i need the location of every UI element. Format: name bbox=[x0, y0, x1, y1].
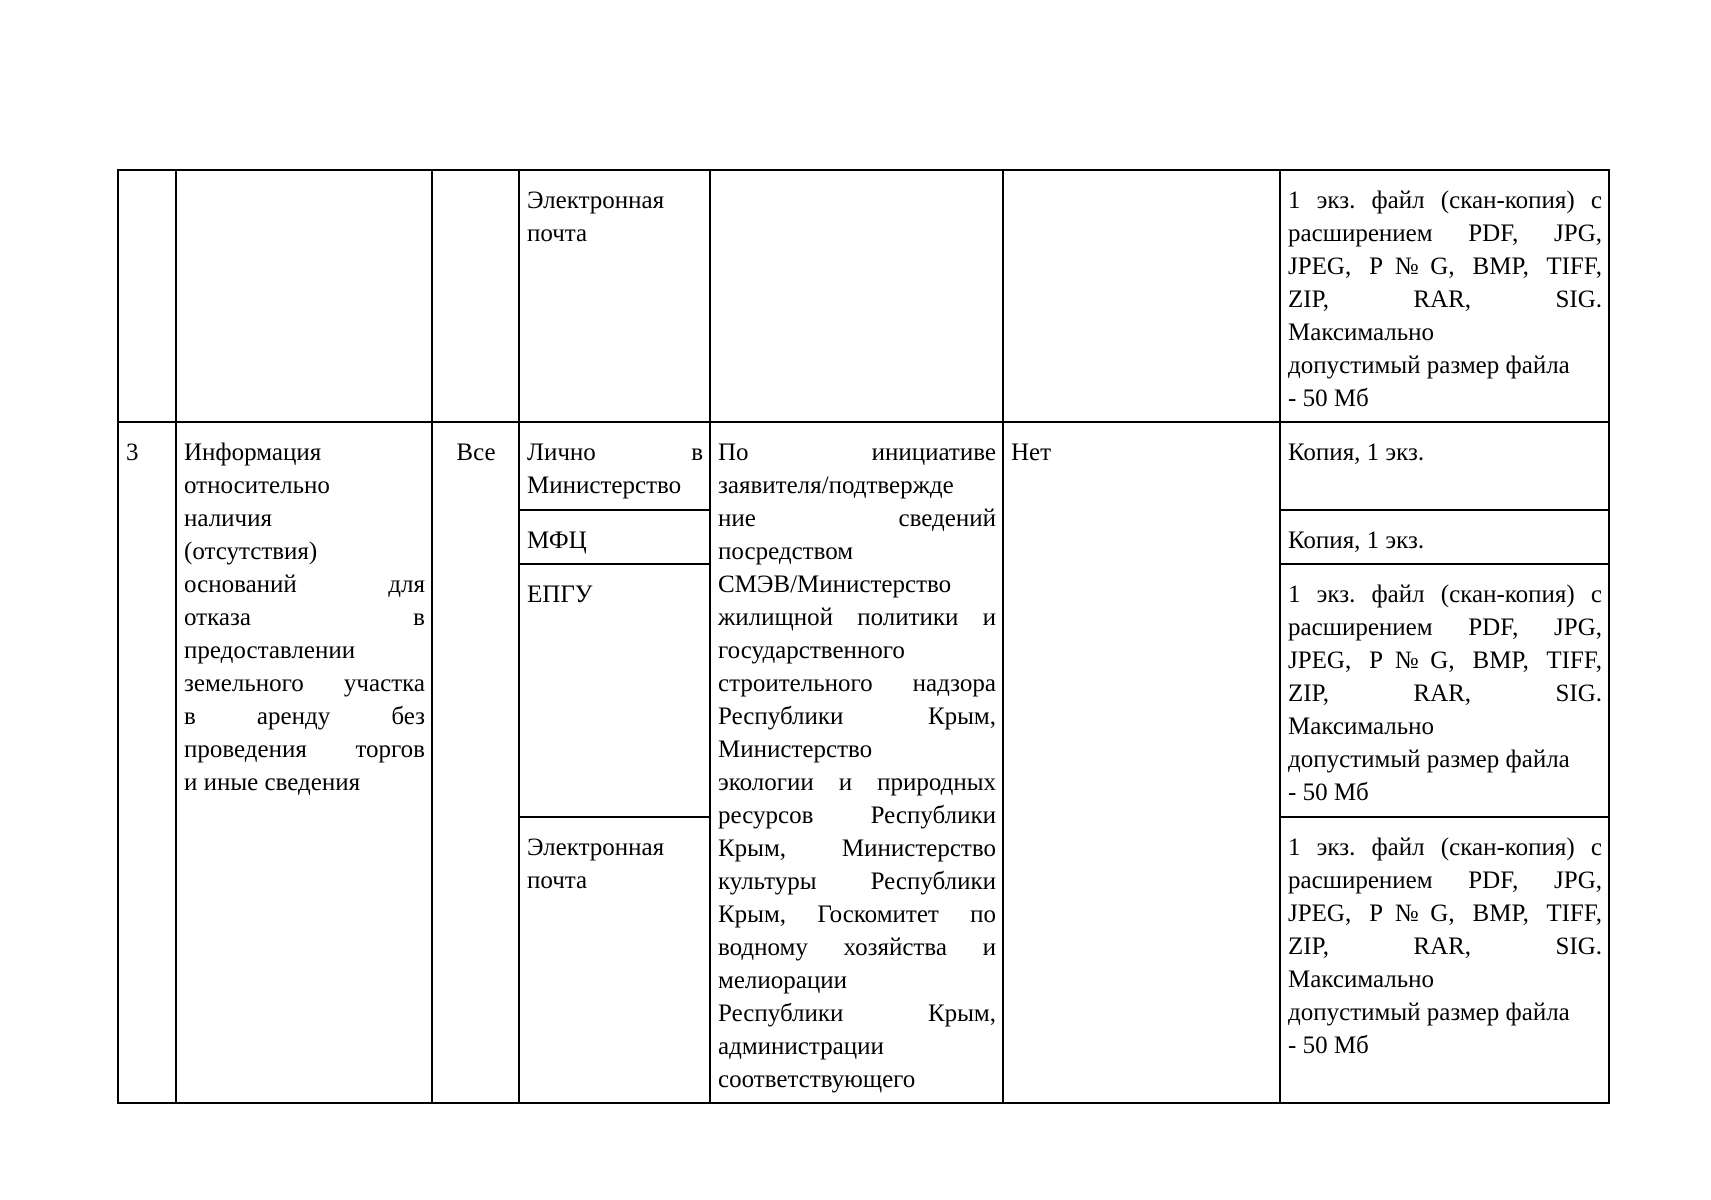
cell-channel-mfc: МФЦ bbox=[519, 510, 710, 564]
documents-table bbox=[117, 169, 1610, 1104]
cell-number-empty bbox=[118, 170, 176, 422]
cell-format-mfc: Копия, 1 экз. bbox=[1280, 510, 1609, 564]
cell-channel-personal: Лично в Министерство bbox=[519, 422, 710, 510]
cell-row-number: 3 bbox=[118, 422, 176, 1103]
cell-basis: По инициативе заявителя/подтвержде ние сведений посредством СМЭВ/Министерство жилищной политики и государственного строительного надзора Республики Крым, Министерство экологии и природных ресурсов Республики Крым, Министерство культуры Республики Крым, Госкомитет по водному хозяйства и мелиорации Республики Крым, администрации соответствующего bbox=[710, 422, 1003, 1103]
cell-format-epgu: 1 экз. файл (скан-копия) с расширением PDF, JPG, JPEG, P№G, BMP, TIFF, ZIP, RAR, SIG. Максимально допустимый размер файла - 50 Мб bbox=[1280, 564, 1609, 817]
cell-channel-email: Электронная почта bbox=[519, 817, 710, 1103]
cell-channel-email-prev bbox=[519, 170, 710, 422]
cell-requirement: Нет bbox=[1003, 422, 1280, 1103]
cell-document-name: Информация относительно наличия (отсутствия) оснований для отказа в предоставлении земельного участка в аренду без проведения торгов и иные сведения bbox=[176, 422, 432, 1103]
cell-name-empty bbox=[176, 170, 432, 422]
cell-basis-empty bbox=[710, 170, 1003, 422]
cell-format-email-prev: 1 экз. файл (скан-копия) с расширением PDF, JPG, JPEG, P№G, BMP, TIFF, ZIP, RAR, SIG. Максимально допустимый размер файла - 50 Мб bbox=[1280, 170, 1609, 422]
table-row-continuation bbox=[118, 170, 1609, 422]
cell-channel-epgu: ЕПГУ bbox=[519, 564, 710, 817]
cell-applicant-category: Все bbox=[432, 422, 519, 1103]
channel-label: Электронная почта bbox=[527, 187, 665, 247]
cell-format-personal: Копия, 1 экз. bbox=[1280, 422, 1609, 510]
cell-requirement-empty bbox=[1003, 170, 1280, 422]
cell-category-empty bbox=[432, 170, 519, 422]
cell-format-email: 1 экз. файл (скан-копия) с расширением PDF, JPG, JPEG, P№G, BMP, TIFF, ZIP, RAR, SIG. Максимально допустимый размер файла - 50 Мб bbox=[1280, 817, 1609, 1103]
table-row bbox=[118, 422, 1609, 510]
